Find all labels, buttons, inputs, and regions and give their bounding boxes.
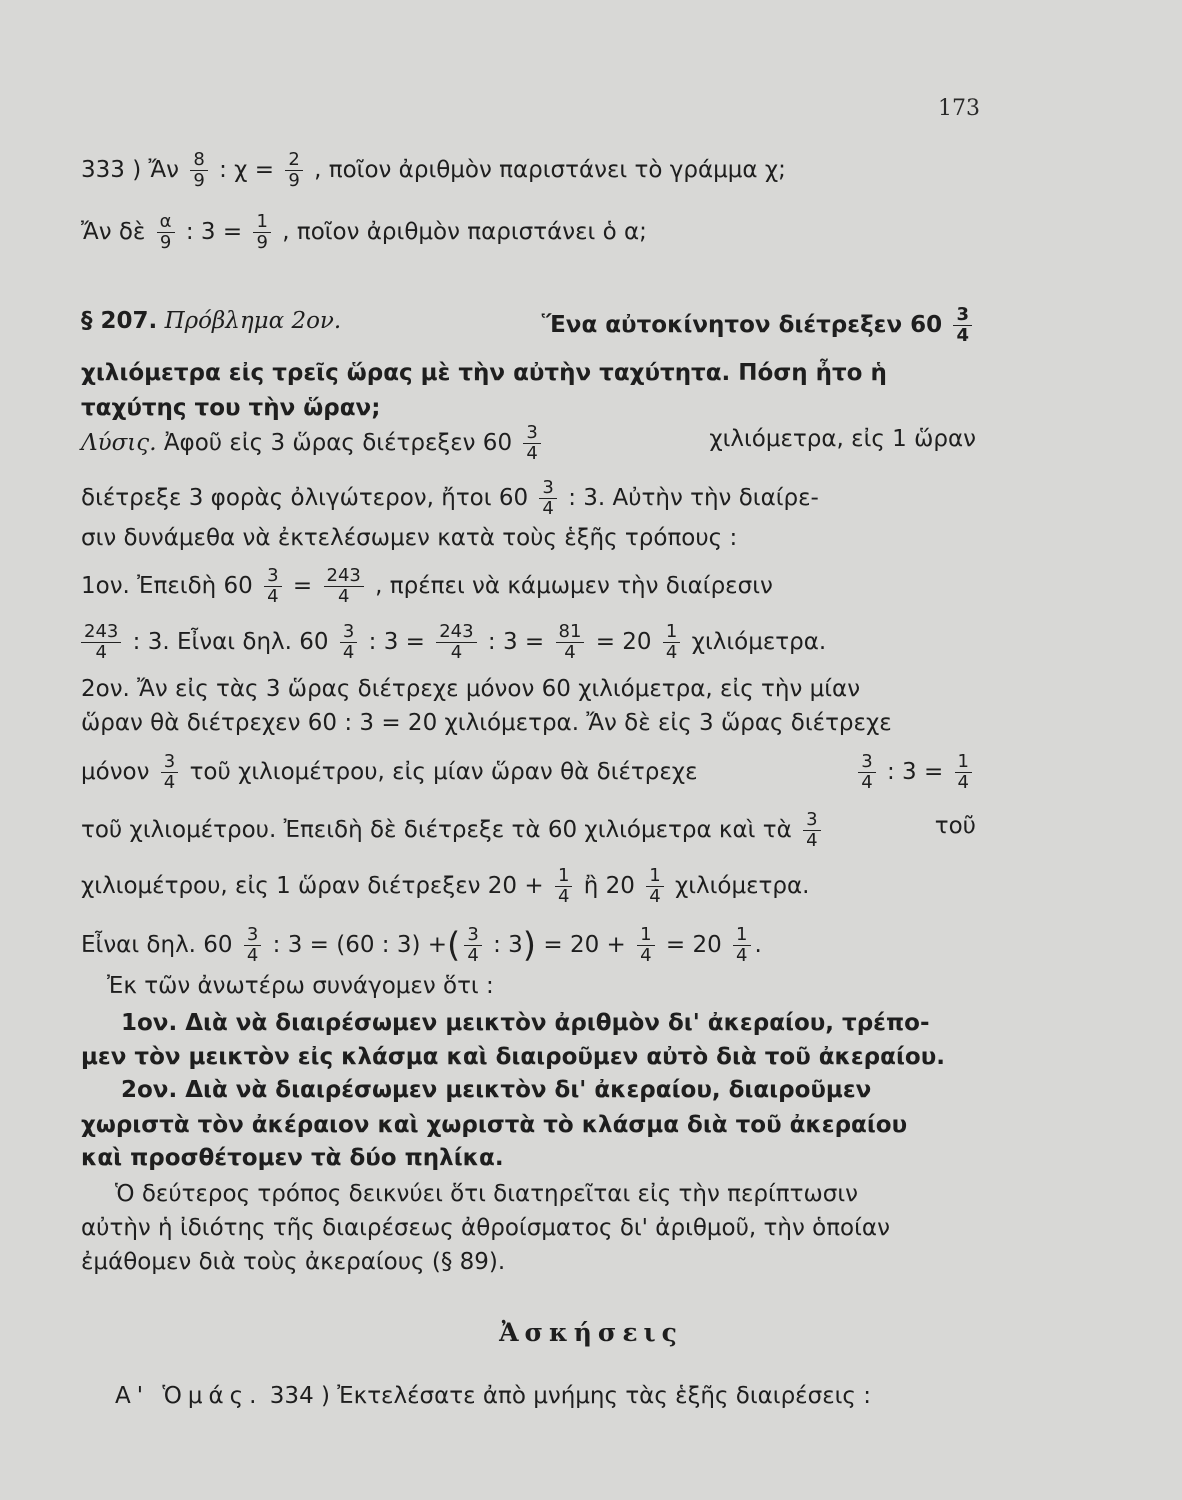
text: = 20 — [665, 932, 722, 958]
rule-2-line-3: καὶ προσθέτομεν τὰ δύο πηλίκα. — [81, 1145, 504, 1171]
text: χιλιομέτρου, εἰς 1 ὥραν διέτρεξεν 20 + — [81, 873, 544, 899]
method-2-line-2: ὥραν θὰ διέτρεχεν 60 : 3 = 20 χιλιόμετρα. Ἄν δὲ εἰς 3 ὥρας διέτρεχε — [81, 710, 892, 736]
line-start — [81, 752, 698, 793]
text: : 3 = — [368, 629, 425, 655]
solution-line-1 — [81, 423, 976, 464]
text: Ἄν δὲ — [81, 219, 146, 245]
solution-line-3: σιν δυνάμεθα νὰ ἐκτελέσωμεν κατὰ τοὺς ἑξῆς τρόπους : — [81, 525, 738, 551]
text: , πρέπει νὰ κάμωμεν τὴν διαίρεσιν — [375, 573, 773, 599]
section-number: § 207. — [81, 308, 158, 334]
text: = 20 — [595, 629, 652, 655]
fraction: $\frac{3}{4}$ — [523, 423, 540, 464]
section-label — [81, 305, 341, 346]
section-207-heading — [81, 305, 976, 346]
remark-line-2: αὐτὴν ἡ ἰδιότης τῆς διαιρέσεως ἀθροίσματος δι' ἀριθμοῦ, τὴν ὁποίαν — [81, 1215, 890, 1241]
fraction: $\frac{1}{9}$ — [253, 212, 270, 253]
text: : 3 — [493, 932, 523, 958]
text: : 3 = — [886, 759, 944, 785]
text: Εἶναι δηλ. 60 — [81, 932, 233, 958]
fraction: $\frac{243}{4}$ — [324, 566, 364, 607]
fraction: $\frac{3}{4}$ — [161, 752, 178, 793]
rule-1-line-2: μεν τὸν μεικτὸν εἰς κλάσμα καὶ διαιροῦμεν αὐτὸ διὰ τοῦ ἀκεραίου. — [81, 1044, 945, 1070]
left-paren: ( — [447, 925, 461, 966]
text: χιλιόμετρα, εἰς 1 ὥραν — [709, 426, 976, 452]
method-2-line-1: 2ον. Ἄν εἰς τὰς 3 ὥρας διέτρεχε μόνον 60 χιλιόμετρα, εἰς τὴν μίαν — [81, 676, 861, 702]
fraction: $\frac{3}{4}$ — [340, 622, 357, 663]
text: μόνον — [81, 759, 150, 785]
fraction: $\frac{1}{4}$ — [663, 622, 680, 663]
fraction: $\frac{3}{4}$ — [953, 305, 972, 346]
fraction: $\frac{\alpha}{9}$ — [157, 212, 175, 253]
line-end — [854, 752, 976, 793]
fraction: $\frac{3}{4}$ — [464, 925, 481, 966]
solution-line-2 — [81, 478, 976, 519]
fraction: $\frac{8}{9}$ — [190, 150, 207, 191]
exercises-heading: Ἀσκήσεις — [499, 1318, 683, 1347]
text: , ποῖον ἀριθμὸν παριστάνει τὸ γράμμα χ; — [314, 157, 786, 183]
exercise-333-line-2 — [81, 212, 976, 253]
fraction: $\frac{1}{4}$ — [733, 925, 750, 966]
fraction: $\frac{3}{4}$ — [264, 566, 281, 607]
text: χιλιόμετρα. — [691, 629, 827, 655]
text: διέτρεξε 3 φορὰς ὀλιγώτερον, ἤτοι 60 — [81, 485, 529, 511]
fraction: $\frac{3}{4}$ — [244, 925, 261, 966]
fraction: $\frac{1}{4}$ — [646, 866, 663, 907]
text: : 3. Εἶναι δηλ. 60 — [132, 629, 329, 655]
fraction: $\frac{1}{4}$ — [555, 866, 572, 907]
fraction: $\frac{3}{4}$ — [539, 478, 556, 519]
text: : χ = — [219, 157, 275, 183]
fraction: $\frac{1}{4}$ — [955, 752, 972, 793]
right-paren: ) — [522, 925, 537, 966]
text: τοῦ — [934, 813, 976, 839]
text: τοῦ χιλιομέτρου. Ἐπειδὴ δὲ διέτρεξε τὰ 60 χιλιόμετρα καὶ τὰ — [81, 817, 792, 843]
text: : 3. Αὐτὴν τὴν διαίρε- — [568, 485, 819, 511]
text: : 3 = — [487, 629, 545, 655]
text: Ἕνα αὐτοκίνητον διέτρεξεν 60 — [541, 312, 943, 338]
text: χιλιόμετρα. — [674, 873, 810, 899]
text: : 3 = (60 : 3) + — [272, 932, 448, 958]
rule-2-line-2: χωριστὰ τὸν ἀκέραιον καὶ χωριστὰ τὸ κλάσμα διὰ τοῦ ἀκεραίου — [81, 1112, 908, 1138]
conclusion-intro: Ἐκ τῶν ἀνωτέρω συνάγομεν ὅτι : — [107, 973, 494, 999]
method-1-line-1 — [81, 566, 976, 607]
problem-statement-start — [542, 305, 976, 346]
method-2-line-4 — [81, 810, 976, 851]
fraction: $\frac{1}{4}$ — [637, 925, 654, 966]
text: = — [292, 573, 313, 599]
page-number: 173 — [938, 96, 980, 121]
exercise-group-line — [81, 1380, 976, 1412]
fraction: $\frac{243}{4}$ — [81, 622, 121, 663]
method-2-line-5 — [81, 866, 976, 907]
text: : 3 = — [185, 219, 243, 245]
exercise-group-label: Α' Ὁμάς. — [115, 1383, 263, 1409]
fraction: $\frac{3}{4}$ — [803, 810, 820, 851]
fraction: $\frac{81}{4}$ — [556, 622, 585, 663]
text: Ἀφοῦ εἰς 3 ὥρας διέτρεξεν 60 — [163, 430, 513, 456]
remark-line-1: Ὁ δεύτερος τρόπος δεικνύει ὅτι διατηρεῖται εἰς τὴν περίπτωσιν — [115, 1181, 858, 1207]
text: 1ον. Ἐπειδὴ 60 — [81, 573, 253, 599]
text: , ποῖον ἀριθμὸν παριστάνει ὁ α; — [282, 219, 647, 245]
fraction: $\frac{2}{9}$ — [285, 150, 302, 191]
text: = 20 + — [543, 932, 626, 958]
solution-start — [81, 423, 545, 464]
text: . — [754, 932, 762, 958]
problem-title: Πρόβλημα 2ον. — [164, 308, 342, 334]
exercise-334-text: 334 ) Ἐκτελέσατε ἀπὸ μνήμης τὰς ἑξῆς διαιρέσεις : — [269, 1383, 871, 1409]
fraction: $\frac{243}{4}$ — [436, 622, 476, 663]
method-1-line-2 — [81, 622, 976, 663]
text: τοῦ χιλιομέτρου, εἰς μίαν ὥραν θὰ διέτρεχε — [189, 759, 698, 785]
remark-line-3: ἐμάθομεν διὰ τοὺς ἀκεραίους (§ 89). — [81, 1249, 506, 1275]
problem-statement-line-2: χιλιόμετρα εἰς τρεῖς ὥρας μὲ τὴν αὐτὴν ταχύτητα. Πόση ἦτο ἡ — [81, 360, 887, 386]
rule-1-line-1: 1ον. Διὰ νὰ διαιρέσωμεν μεικτὸν ἀριθμὸν δι' ἀκεραίου, τρέπο- — [121, 1010, 930, 1036]
line-start — [81, 810, 825, 851]
method-2-line-3 — [81, 752, 976, 793]
fraction: $\frac{3}{4}$ — [858, 752, 875, 793]
rule-2-line-1: 2ον. Διὰ νὰ διαιρέσωμεν μεικτὸν δι' ἀκεραίου, διαιροῦμεν — [121, 1077, 872, 1103]
method-2-line-6 — [81, 925, 976, 966]
text: ἢ 20 — [583, 873, 635, 899]
exercise-333-line-1 — [81, 150, 976, 191]
text: 333 ) Ἄν — [81, 157, 180, 183]
solution-label: Λύσις. — [81, 430, 157, 456]
problem-statement-line-3: ταχύτης του τὴν ὥραν; — [81, 395, 381, 421]
